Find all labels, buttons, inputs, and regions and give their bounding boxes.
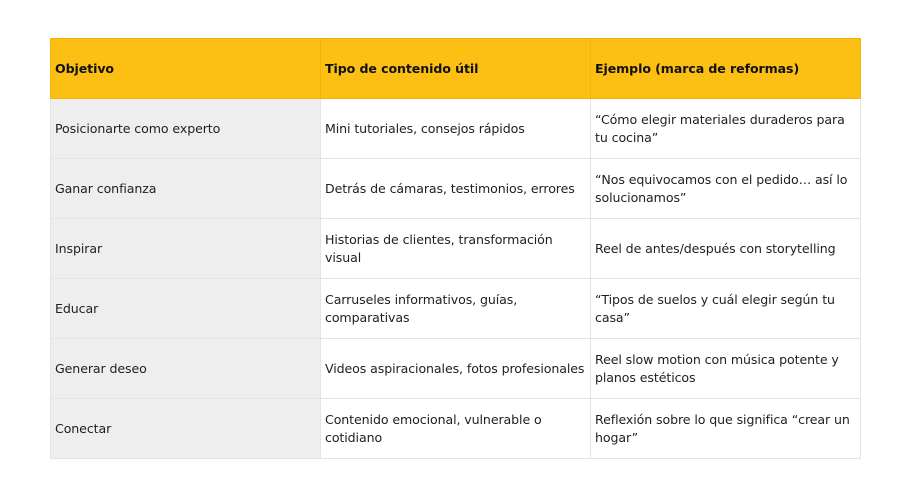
cell-tipo: Historias de clientes, transformación visual (321, 219, 591, 279)
cell-tipo: Videos aspiracionales, fotos profesionales (321, 339, 591, 399)
table-row (51, 279, 861, 339)
content-strategy-table (50, 38, 861, 459)
cell-ejemplo: Reflexión sobre lo que significa “crear un hogar” (591, 399, 861, 459)
cell-objetivo: Ganar confianza (51, 159, 321, 219)
cell-objetivo: Generar deseo (51, 339, 321, 399)
cell-ejemplo: Reel de antes/después con storytelling (591, 219, 861, 279)
cell-objetivo: Inspirar (51, 219, 321, 279)
header-ejemplo: Ejemplo (marca de reformas) (591, 39, 861, 99)
cell-ejemplo: Reel slow motion con música potente y planos estéticos (591, 339, 861, 399)
table-row (51, 339, 861, 399)
table-row (51, 99, 861, 159)
table-row (51, 159, 861, 219)
cell-objetivo: Educar (51, 279, 321, 339)
cell-tipo: Detrás de cámaras, testimonios, errores (321, 159, 591, 219)
table-header-row (51, 39, 861, 99)
cell-ejemplo: “Tipos de suelos y cuál elegir según tu casa” (591, 279, 861, 339)
cell-objetivo: Conectar (51, 399, 321, 459)
table-row (51, 219, 861, 279)
cell-ejemplo: “Cómo elegir materiales duraderos para tu cocina” (591, 99, 861, 159)
cell-tipo: Contenido emocional, vulnerable o cotidiano (321, 399, 591, 459)
header-objetivo: Objetivo (51, 39, 321, 99)
cell-ejemplo: “Nos equivocamos con el pedido… así lo solucionamos” (591, 159, 861, 219)
table-row (51, 399, 861, 459)
cell-objetivo: Posicionarte como experto (51, 99, 321, 159)
cell-tipo: Mini tutoriales, consejos rápidos (321, 99, 591, 159)
header-tipo-contenido: Tipo de contenido útil (321, 39, 591, 99)
cell-tipo: Carruseles informativos, guías, comparativas (321, 279, 591, 339)
